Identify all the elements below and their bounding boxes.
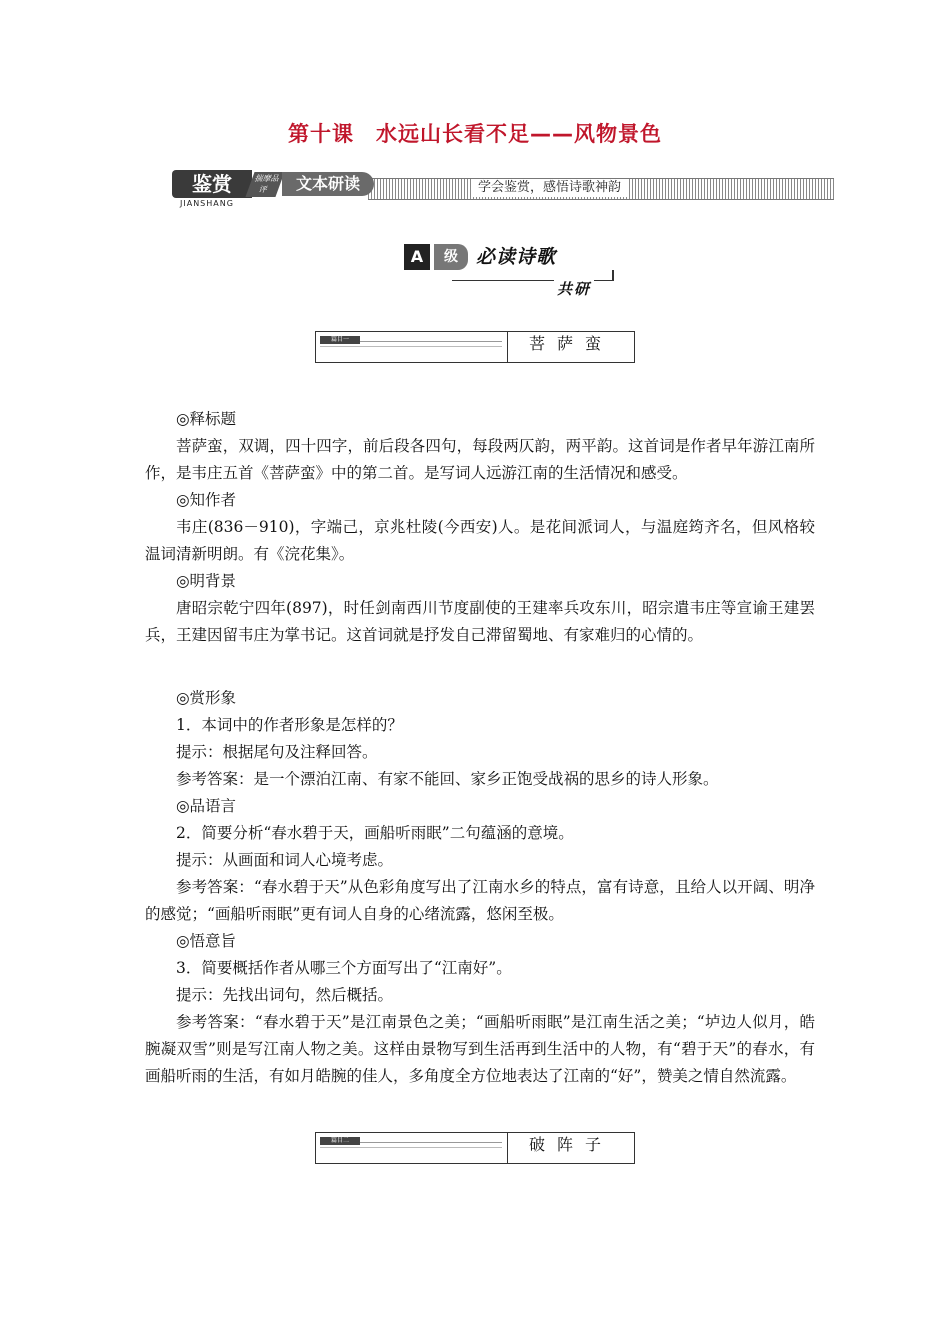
section-banner	[172, 170, 834, 210]
content-section-1	[145, 406, 815, 649]
level-grade-suffix: 级	[434, 244, 468, 270]
poem-divider	[507, 332, 508, 362]
paragraph: 提示：先找出词句，然后概括。	[176, 986, 394, 1004]
banner-label-pinyin: JIANSHANG	[180, 199, 234, 208]
poem-name: 菩萨蛮	[528, 334, 613, 353]
lesson-title: 第十课 水远山长看不足——风物景色	[288, 122, 662, 146]
poem-rule	[320, 1147, 502, 1148]
paragraph: ◎知作者	[176, 491, 237, 509]
paragraph: 1．本词中的作者形象是怎样的？	[176, 716, 403, 734]
poem-title-box-1	[315, 331, 635, 363]
poem-tag: 篇目二	[320, 1137, 360, 1145]
paragraph: 参考答案：是一个漂泊江南、有家不能回、家乡正饱受战祸的思乡的诗人形象。	[176, 770, 719, 788]
paragraph: 唐昭宗乾宁四年(897)，时任剑南西川节度副使的王建率兵攻东川，昭宗遣韦庄等宣谕王建罢兵，王建因留韦庄为掌书记。这首词就是抒发自己滞留蜀地、有家难归的心情的。	[145, 599, 815, 644]
paragraph: ◎悟意旨	[176, 932, 237, 950]
paragraph: 参考答案：“春水碧于天”是江南景色之美；“画船听雨眠”是江南生活之美；“垆边人似月，皓腕凝双雪”则是写江南人物之美。这样由景物写到生活再到生活中的人物，有“碧于天”的春水，有画船听雨的生活，有如月皓腕的佳人，多角度全方位地表达了江南的“好”，赞美之情自然流露。	[145, 1013, 815, 1085]
paragraph: 韦庄(836－910)，字端己，京兆杜陵(今西安)人。是花间派词人，与温庭筠齐名，但风格较温词清新明朗。有《浣花集》。	[145, 518, 815, 563]
banner-diamond: 揣摩品评	[245, 172, 284, 197]
poem-name: 破阵子	[528, 1135, 613, 1154]
paragraph: ◎释标题	[176, 410, 237, 428]
poem-divider	[507, 1133, 508, 1163]
paragraph: ◎品语言	[176, 797, 237, 815]
poem-rule	[360, 1142, 502, 1143]
paragraph: 菩萨蛮，双调，四十四字，前后段各四句，每段两仄韵，两平韵。这首词是作者早年游江南所作，是韦庄五首《菩萨蛮》中的第二首。是写词人远游江南的生活情况和感受。	[145, 437, 815, 482]
banner-label: 鉴赏	[172, 170, 252, 198]
poem-rule	[320, 346, 502, 347]
level-main-text: 必读诗歌	[476, 246, 557, 268]
banner-section: 文本研读	[282, 172, 374, 196]
paragraph: ◎赏形象	[176, 689, 237, 707]
paragraph: 2．简要分析“春水碧于天，画船听雨眠”二句蕴涵的意境。	[176, 824, 574, 842]
paragraph: 提示：根据尾句及注释回答。	[176, 743, 378, 761]
poem-tag: 篇目一	[320, 336, 360, 344]
level-sub-text: 共研	[554, 278, 594, 299]
paragraph: 3．简要概括作者从哪三个方面写出了“江南好”。	[176, 959, 512, 977]
level-badge	[404, 244, 614, 296]
poem-rule	[360, 341, 502, 342]
poem-title-box-2	[315, 1132, 635, 1164]
paragraph: 提示：从画面和词人心境考虑。	[176, 851, 394, 869]
content-section-2	[145, 685, 815, 1090]
level-grade: A	[404, 244, 430, 270]
paragraph: 参考答案：“春水碧于天”从色彩角度写出了江南水乡的特点，富有诗意，且给人以开阔、明净的感觉；“画船听雨眠”更有词人自身的心绪流露，悠闲至极。	[145, 878, 815, 923]
paragraph: ◎明背景	[176, 572, 237, 590]
banner-slogan: 学会鉴赏，感悟诗歌神韵	[472, 179, 627, 197]
